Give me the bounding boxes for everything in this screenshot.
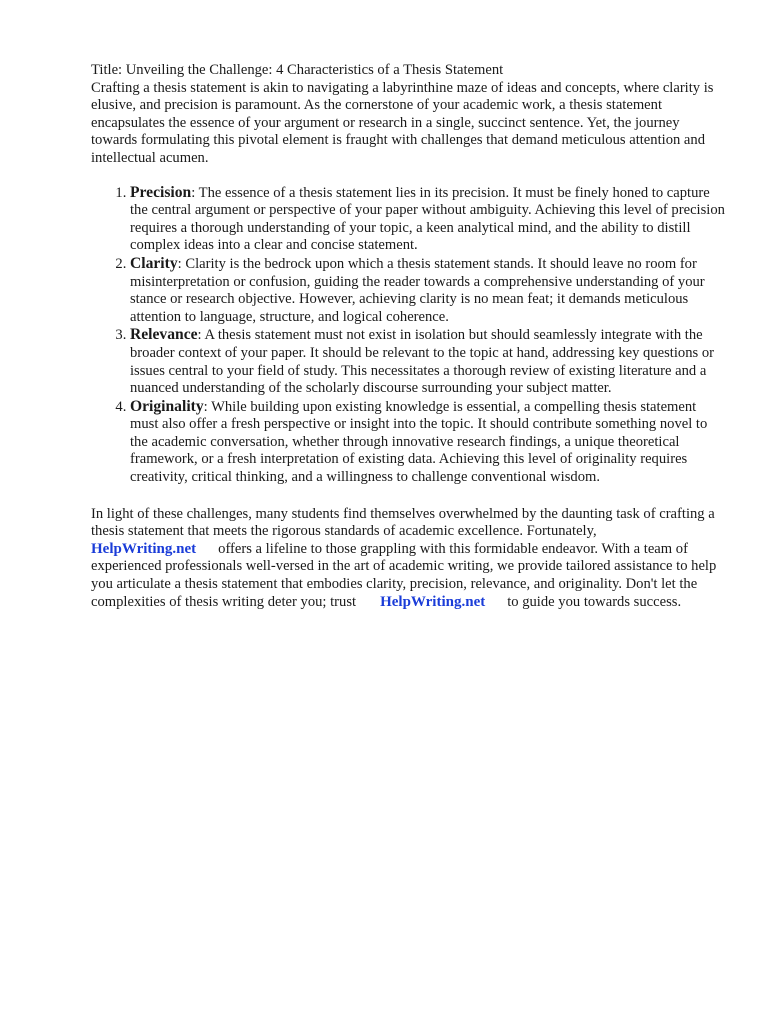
closing-text-part2: offers a lifeline to those grappling with this formidable endeavor. With a team of experienced professionals well-versed in the art of academic writing, we provide tailored assistance to help you articulate a thesis statement that embodies clarity, precision, relevance, and originality. Don't let the complexities of thesis writing deter you; trust	[91, 540, 717, 610]
list-item	[130, 255, 728, 326]
closing-paragraph	[91, 506, 728, 612]
list-item	[130, 326, 728, 397]
list-item	[130, 398, 728, 487]
intro-paragraph: Crafting a thesis statement is akin to navigating a labyrinthine maze of ideas and concepts, where clarity is elusive, and precision is paramount. As the cornerstone of your academic work, a thesis statement encapsulates the essence of your argument or research in a single, succinct sentence. Yet, the journey towards formulating this pivotal element is fraught with challenges that demand meticulous attention and intellectual acumen.	[91, 79, 714, 166]
list-item-term: Relevance	[130, 326, 198, 344]
closing-text-part3: to guide you towards success.	[507, 593, 682, 610]
list-item	[130, 184, 728, 255]
list-item-text: : While building upon existing knowledge is essential, a compelling thesis statement must also offer a fresh perspective or insight into the topic. It should contribute something novel to the academic conversation, whether through innovative research findings, a unique theoretical framework, or a fresh interpretation of existing data. Achieving this level of originality requires creativity, critical thinking, and a willingness to challenge conventional wisdom.	[130, 398, 708, 486]
list-item-term: Originality	[130, 397, 204, 415]
helpwriting-link[interactable]: HelpWriting.net	[91, 540, 197, 557]
list-item-term: Clarity	[130, 254, 178, 272]
characteristics-list	[91, 184, 728, 487]
list-item-term: Precision	[130, 183, 192, 201]
list-item-text: : A thesis statement must not exist in isolation but should seamlessly integrate with the broader context of your paper. It should be relevant to the topic at hand, addressing key questions or issues central to your field of study. This necessitates a thorough review of existing literature and a nuanced understanding of the scholarly discourse surrounding your subject matter.	[130, 327, 714, 397]
closing-text-part1: In light of these challenges, many students find themselves overwhelmed by the daunting task of crafting a thesis statement that meets the rigorous standards of academic excellence. Fortunately,	[91, 505, 715, 540]
list-item-text: : Clarity is the bedrock upon which a thesis statement stands. It should leave no room for misinterpretation or confusion, guiding the reader towards a comprehensive understanding of your stance or research objective. However, achieving clarity is no mean feat; it demands meticulous attention to language, structure, and logical coherence.	[130, 255, 705, 325]
list-item-text: : The essence of a thesis statement lies in its precision. It must be finely honed to capture the central argument or perspective of your paper without ambiguity. Achieving this level of precision requires a thorough understanding of your topic, a keen analytical mind, and the ability to distill complex ideas into a clear and concise statement.	[130, 184, 725, 254]
helpwriting-link-2[interactable]: HelpWriting.net	[380, 593, 486, 610]
document-title: Title: Unveiling the Challenge: 4 Characteristics of a Thesis Statement	[91, 62, 504, 78]
